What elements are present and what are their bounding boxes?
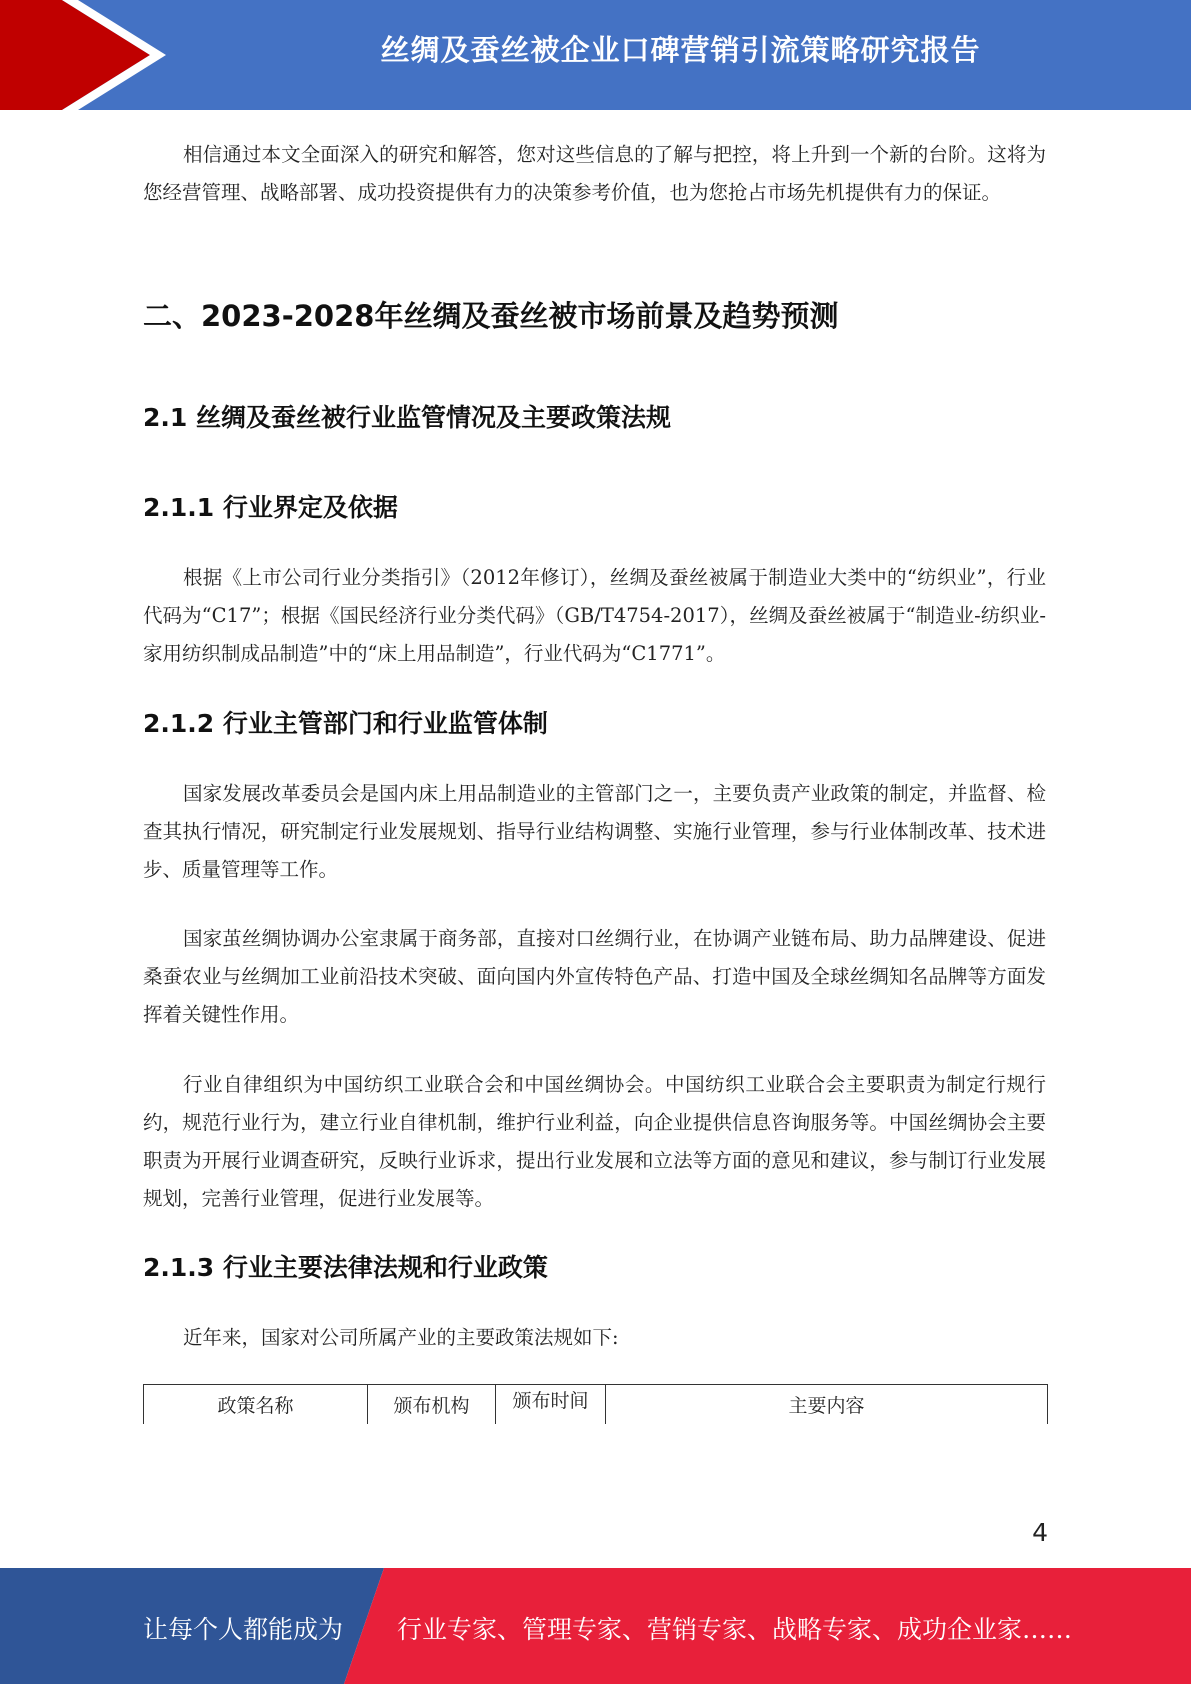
- subsection-heading-2-1-1: 2.1.1 行业界定及依据: [143, 493, 398, 522]
- table-header-cell: 主要内容: [606, 1385, 1048, 1425]
- subsection-heading-2-1-2: 2.1.2 行业主管部门和行业监管体制: [143, 709, 548, 738]
- footer-slogan-left: 让每个人都能成为: [143, 1615, 344, 1644]
- policy-table-wrapper: [140, 1380, 1052, 1424]
- table-header-cell: 政策名称: [144, 1385, 368, 1425]
- page-number: 4: [1032, 1518, 1048, 1547]
- policy-table: [143, 1384, 1048, 1424]
- paragraph-industry-definition: 根据《上市公司行业分类指引》（2012年修订），丝绸及蚕丝被属于制造业大类中的“纺织业”，行业代码为“C17”；根据《国民经济行业分类代码》（GB/T4754-2017），丝绸及蚕丝被属于“制造业-纺织业-家用纺织制成品制造”中的“床上用品制造”，行业代码为“C1771”。: [143, 566, 1046, 665]
- table-header-cell: 颁布机构: [368, 1385, 496, 1425]
- paragraph-ndrc: 国家发展改革委员会是国内床上用品制造业的主管部门之一，主要负责产业政策的制定，并监督、检查其执行情况，研究制定行业发展规划、指导行业结构调整、实施行业管理，参与行业体制改革、技术进步、质量管理等工作。: [143, 782, 1046, 881]
- paragraph-self-regulation: 行业自律组织为中国纺织工业联合会和中国丝绸协会。中国纺织工业联合会主要职责为制定行规行约，规范行业行为，建立行业自律机制，维护行业利益，向企业提供信息咨询服务等。中国丝绸协会主要职责为开展行业调查研究，反映行业诉求，提出行业发展和立法等方面的意见和建议，参与制订行业发展规划，完善行业管理，促进行业发展等。: [143, 1073, 1046, 1210]
- footer-banner: [0, 1568, 1191, 1684]
- subsection-heading-2-1-3: 2.1.3 行业主要法律法规和行业政策: [143, 1253, 548, 1282]
- table-header-cell: 颁布时间: [496, 1385, 606, 1425]
- table-header-row: [144, 1385, 1048, 1425]
- section-heading: 二、2023-2028年丝绸及蚕丝被市场前景及趋势预测: [143, 299, 839, 333]
- paragraph-silk-office: 国家茧丝绸协调办公室隶属于商务部，直接对口丝绸行业，在协调产业链布局、助力品牌建设、促进桑蚕农业与丝绸加工业前沿技术突破、面向国内外宣传特色产品、打造中国及全球丝绸知名品牌等方面发挥着关键性作用。: [143, 927, 1046, 1026]
- header-banner: [0, 0, 1191, 110]
- paragraph-policy-intro: 近年来，国家对公司所属产业的主要政策法规如下:: [183, 1326, 619, 1349]
- subsection-heading-2-1: 2.1 丝绸及蚕丝被行业监管情况及主要政策法规: [143, 403, 671, 432]
- intro-paragraph: 相信通过本文全面深入的研究和解答，您对这些信息的了解与把控，将上升到一个新的台阶。这将为您经营管理、战略部署、成功投资提供有力的决策参考价值，也为您抢占市场先机提供有力的保证。: [143, 143, 1046, 204]
- footer-slogan-right: 行业专家、管理专家、营销专家、战略专家、成功企业家……: [397, 1615, 1073, 1644]
- report-title: 丝绸及蚕丝被企业口碑营销引流策略研究报告: [380, 33, 981, 67]
